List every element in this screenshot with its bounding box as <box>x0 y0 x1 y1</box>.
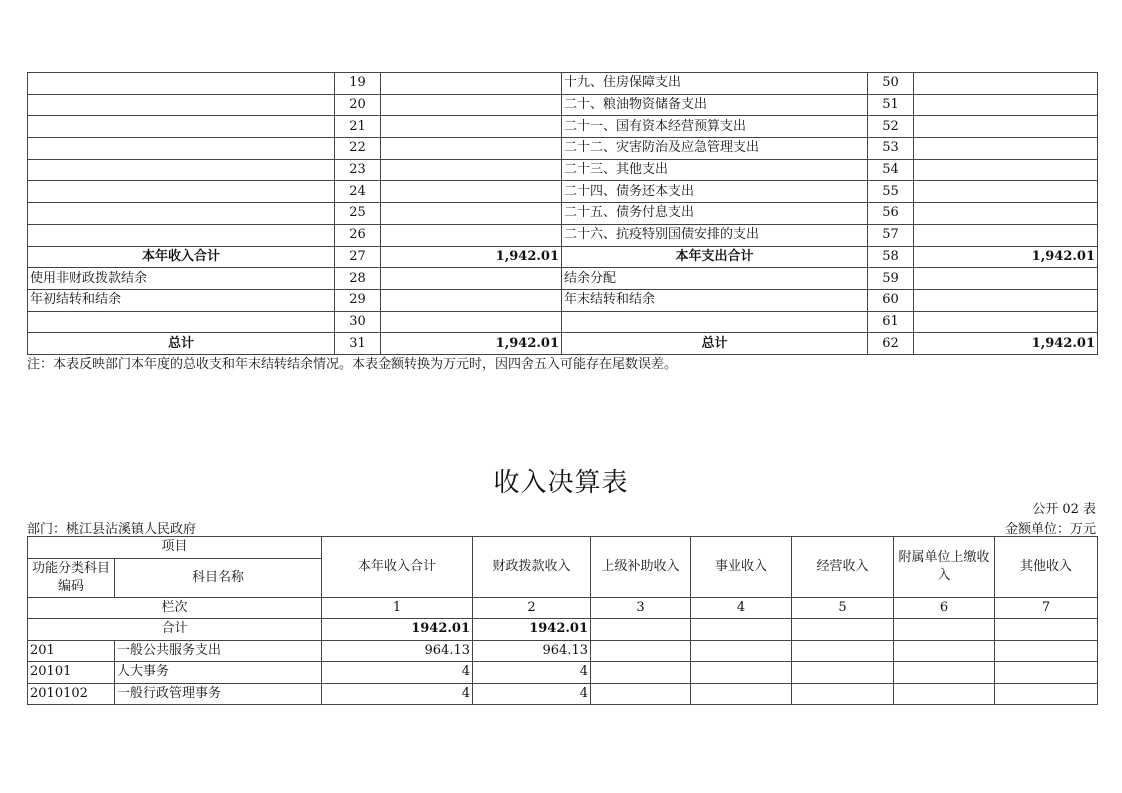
department-label: 部门：桃江县沾溪镇人民政府 <box>27 522 197 537</box>
left-row-number: 27 <box>335 246 381 268</box>
column-index-number: 3 <box>591 597 691 619</box>
left-amount: 1,942.01 <box>381 246 562 268</box>
header-col-7: 其他收入 <box>995 537 1098 598</box>
left-amount <box>381 138 562 160</box>
right-item-label: 十九、住房保障支出 <box>562 73 868 95</box>
column-index-number: 1 <box>322 597 473 619</box>
column-index-number: 6 <box>894 597 995 619</box>
total-value <box>591 619 691 641</box>
table-row <box>28 159 1098 181</box>
header-col-5: 经营收入 <box>792 537 894 598</box>
left-amount <box>381 289 562 311</box>
subject-code: 20101 <box>28 662 115 684</box>
header-col-2: 财政拨款收入 <box>473 537 591 598</box>
right-row-number: 50 <box>868 73 914 95</box>
table-row <box>28 138 1098 160</box>
amount-cell: 964.13 <box>322 640 473 662</box>
right-amount <box>914 311 1098 333</box>
right-row-number: 51 <box>868 94 914 116</box>
column-index-number: 4 <box>691 597 792 619</box>
right-item-label: 二十二、灾害防治及应急管理支出 <box>562 138 868 160</box>
right-item-label: 年末结转和结余 <box>562 289 868 311</box>
total-value <box>995 619 1098 641</box>
amount-cell <box>691 662 792 684</box>
table-row <box>28 246 1098 268</box>
column-index-number: 2 <box>473 597 591 619</box>
right-item-label: 本年支出合计 <box>562 246 868 268</box>
left-amount <box>381 116 562 138</box>
total-value <box>792 619 894 641</box>
income-expense-summary-table <box>27 72 1098 355</box>
left-amount <box>381 181 562 203</box>
right-item-label: 二十六、抗疫特别国债安排的支出 <box>562 224 868 246</box>
subject-code: 2010102 <box>28 683 115 705</box>
table-row <box>28 662 1098 684</box>
right-amount <box>914 268 1098 290</box>
right-amount <box>914 138 1098 160</box>
unit-label: 金额单位：万元 <box>1004 522 1096 537</box>
right-row-number: 52 <box>868 116 914 138</box>
right-item-label: 二十、粮油物资储备支出 <box>562 94 868 116</box>
amount-cell <box>792 683 894 705</box>
right-amount <box>914 73 1098 95</box>
amount-cell <box>792 640 894 662</box>
right-row-number: 56 <box>868 203 914 225</box>
amount-cell <box>691 683 792 705</box>
subject-name: 一般公共服务支出 <box>115 640 322 662</box>
right-amount <box>914 94 1098 116</box>
right-amount: 1,942.01 <box>914 246 1098 268</box>
amount-cell <box>591 683 691 705</box>
header-code: 功能分类科目编码 <box>28 558 115 597</box>
amount-cell: 4 <box>322 683 473 705</box>
header-project: 项目 <box>28 537 322 559</box>
total-value <box>894 619 995 641</box>
right-row-number: 53 <box>868 138 914 160</box>
left-row-number: 19 <box>335 73 381 95</box>
left-amount <box>381 311 562 333</box>
left-row-number: 31 <box>335 333 381 355</box>
left-item-label <box>28 224 335 246</box>
right-item-label: 二十三、其他支出 <box>562 159 868 181</box>
left-item-label: 总计 <box>28 333 335 355</box>
column-index-row <box>28 597 1098 619</box>
right-item-label: 结余分配 <box>562 268 868 290</box>
header-name: 科目名称 <box>115 558 322 597</box>
left-item-label <box>28 94 335 116</box>
total-value: 1942.01 <box>473 619 591 641</box>
right-item-label: 二十五、债务付息支出 <box>562 203 868 225</box>
table-row <box>28 289 1098 311</box>
right-row-number: 60 <box>868 289 914 311</box>
column-index-label: 栏次 <box>28 597 322 619</box>
right-row-number: 61 <box>868 311 914 333</box>
income-final-accounts-table <box>27 536 1098 705</box>
subject-code: 201 <box>28 640 115 662</box>
left-row-number: 28 <box>335 268 381 290</box>
left-amount: 1,942.01 <box>381 333 562 355</box>
left-item-label <box>28 181 335 203</box>
left-row-number: 24 <box>335 181 381 203</box>
amount-cell <box>894 640 995 662</box>
left-item-label <box>28 311 335 333</box>
left-item-label <box>28 159 335 181</box>
column-index-number: 5 <box>792 597 894 619</box>
table-row <box>28 268 1098 290</box>
header-col-4: 事业收入 <box>691 537 792 598</box>
left-item-label <box>28 116 335 138</box>
left-amount <box>381 224 562 246</box>
table-row <box>28 73 1098 95</box>
left-row-number: 29 <box>335 289 381 311</box>
left-row-number: 26 <box>335 224 381 246</box>
right-amount <box>914 159 1098 181</box>
left-item-label <box>28 138 335 160</box>
right-amount <box>914 289 1098 311</box>
header-col-1: 本年收入合计 <box>322 537 473 598</box>
right-amount <box>914 116 1098 138</box>
left-amount <box>381 159 562 181</box>
left-item-label <box>28 73 335 95</box>
amount-cell <box>995 683 1098 705</box>
table-row <box>28 203 1098 225</box>
left-item-label: 年初结转和结余 <box>28 289 335 311</box>
table-row <box>28 94 1098 116</box>
right-row-number: 58 <box>868 246 914 268</box>
header-col-3: 上级补助收入 <box>591 537 691 598</box>
total-label: 合计 <box>28 619 322 641</box>
subject-name: 一般行政管理事务 <box>115 683 322 705</box>
left-item-label: 使用非财政拨款结余 <box>28 268 335 290</box>
right-row-number: 55 <box>868 181 914 203</box>
header-col-6: 附属单位上缴收入 <box>894 537 995 598</box>
amount-cell <box>894 683 995 705</box>
right-item-label <box>562 311 868 333</box>
amount-cell <box>995 640 1098 662</box>
right-row-number: 62 <box>868 333 914 355</box>
left-row-number: 21 <box>335 116 381 138</box>
amount-cell <box>792 662 894 684</box>
table-row <box>28 311 1098 333</box>
amount-cell <box>691 640 792 662</box>
table-row <box>28 181 1098 203</box>
left-row-number: 25 <box>335 203 381 225</box>
total-value <box>691 619 792 641</box>
amount-cell <box>591 640 691 662</box>
right-amount <box>914 203 1098 225</box>
right-amount <box>914 224 1098 246</box>
left-row-number: 20 <box>335 94 381 116</box>
amount-cell: 4 <box>473 662 591 684</box>
amount-cell: 4 <box>473 683 591 705</box>
amount-cell: 964.13 <box>473 640 591 662</box>
left-amount <box>381 203 562 225</box>
right-row-number: 57 <box>868 224 914 246</box>
table-row <box>28 116 1098 138</box>
left-amount <box>381 94 562 116</box>
right-item-label: 二十一、国有资本经营预算支出 <box>562 116 868 138</box>
form-number: 公开 02 表 <box>1032 502 1096 517</box>
left-amount <box>381 73 562 95</box>
total-value: 1942.01 <box>322 619 473 641</box>
amount-cell <box>995 662 1098 684</box>
right-amount: 1,942.01 <box>914 333 1098 355</box>
left-row-number: 30 <box>335 311 381 333</box>
left-row-number: 22 <box>335 138 381 160</box>
table-note: 注：本表反映部门本年度的总收支和年末结转结余情况。本表金额转换为万元时，因四舍五入可能存在尾数误差。 <box>27 357 678 372</box>
total-row <box>28 619 1098 641</box>
table-row <box>28 640 1098 662</box>
right-amount <box>914 181 1098 203</box>
amount-cell <box>894 662 995 684</box>
table-row <box>28 333 1098 355</box>
amount-cell <box>591 662 691 684</box>
left-amount <box>381 268 562 290</box>
subject-name: 人大事务 <box>115 662 322 684</box>
column-index-number: 7 <box>995 597 1098 619</box>
right-item-label: 总计 <box>562 333 868 355</box>
table-row <box>28 224 1098 246</box>
right-row-number: 59 <box>868 268 914 290</box>
right-row-number: 54 <box>868 159 914 181</box>
page-title: 收入决算表 <box>493 468 629 498</box>
table-row <box>28 683 1098 705</box>
left-row-number: 23 <box>335 159 381 181</box>
amount-cell: 4 <box>322 662 473 684</box>
left-item-label: 本年收入合计 <box>28 246 335 268</box>
right-item-label: 二十四、债务还本支出 <box>562 181 868 203</box>
left-item-label <box>28 203 335 225</box>
